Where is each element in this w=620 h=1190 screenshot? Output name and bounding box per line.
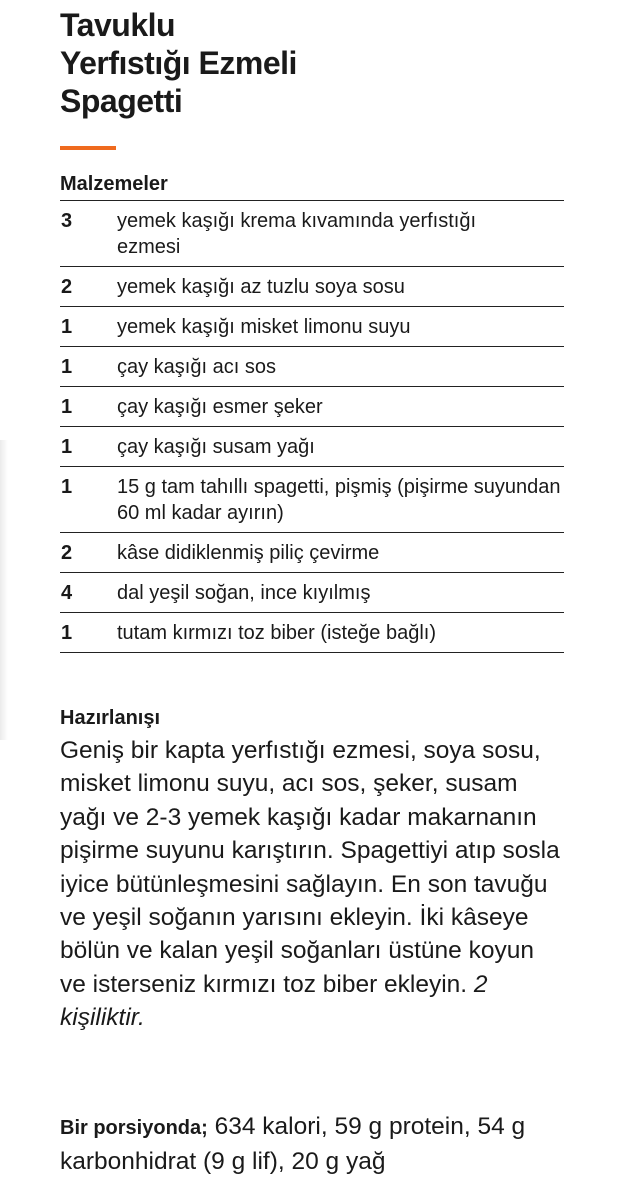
- ingredients-table: [60, 200, 564, 653]
- ingredient-description: 15 g tam tahıllı spagetti, pişmiş (pişirme suyundan 60 ml kadar ayırın): [117, 476, 561, 524]
- ingredient-description: yemek kaşığı az tuzlu soya sosu: [117, 276, 405, 298]
- nutrition-values: 634 kalori, 59 g protein, 54 g karbonhidrat (9 g lif), 20 g yağ: [60, 1113, 526, 1175]
- ingredient-quantity: 2: [61, 276, 73, 298]
- ingredient-description: çay kaşığı esmer şeker: [117, 396, 323, 418]
- ingredient-row: [60, 201, 564, 267]
- ingredient-description: yemek kaşığı misket limonu suyu: [117, 316, 411, 338]
- title-line-2: Yerfıstığı Ezmeli: [60, 45, 297, 81]
- ingredient-quantity: 1: [61, 396, 73, 418]
- title-line-3: Spagetti: [60, 83, 183, 119]
- title-line-1: Tavuklu: [60, 7, 176, 43]
- ingredient-quantity: 1: [61, 436, 73, 458]
- ingredients-heading: Malzemeler: [60, 173, 168, 195]
- nutrition-label: Bir porsiyonda;: [60, 1117, 208, 1139]
- preparation-text: [60, 734, 560, 1035]
- ingredient-description: dal yeşil soğan, ince kıyılmış: [117, 582, 371, 604]
- ingredient-row: [60, 267, 564, 307]
- ingredient-row: [60, 387, 564, 427]
- title-accent-bar: [60, 146, 116, 150]
- ingredient-quantity: 1: [61, 622, 73, 644]
- preparation-body: Geniş bir kapta yerfıstığı ezmesi, soya sosu, misket limonu suyu, acı sos, şeker, susam yağı ve 2-3 yemek kaşığı kadar makarnanın pişirme suyunu karıştırın. Spagettiyi atıp sosla iyice bütünleşmesini sağlayın. En son tavuğu ve yeşil soğanın yarısını ekleyin. İki kâseye bölün ve kalan yeşil soğanları üstüne koyun ve isterseniz kırmızı toz biber ekleyin.: [60, 737, 560, 998]
- recipe-title: [60, 6, 297, 120]
- preparation-heading: Hazırlanışı: [60, 707, 161, 729]
- nutrition-info: [60, 1110, 580, 1179]
- ingredient-quantity: 4: [61, 582, 73, 604]
- ingredient-description: yemek kaşığı krema kıvamında yerfıstığı ezmesi: [117, 210, 477, 258]
- ingredient-description: çay kaşığı susam yağı: [117, 436, 315, 458]
- ingredient-row: [60, 533, 564, 573]
- ingredient-quantity: 1: [61, 476, 73, 498]
- ingredient-row: [60, 613, 564, 653]
- ingredient-description: tutam kırmızı toz biber (isteğe bağlı): [117, 622, 437, 644]
- ingredient-quantity: 1: [61, 356, 73, 378]
- ingredient-row: [60, 307, 564, 347]
- ingredient-quantity: 1: [61, 316, 73, 338]
- servings-note: 2 kişiliktir.: [60, 970, 488, 1032]
- ingredient-row: [60, 347, 564, 387]
- ingredient-row: [60, 427, 564, 467]
- ingredient-quantity: 3: [61, 210, 73, 232]
- ingredient-description: çay kaşığı acı sos: [117, 356, 276, 378]
- ingredient-description: kâse didiklenmiş piliç çevirme: [117, 542, 380, 564]
- ingredient-quantity: 2: [61, 542, 73, 564]
- ingredient-row: [60, 467, 564, 533]
- page-spine-shadow: [0, 440, 8, 740]
- ingredient-row: [60, 573, 564, 613]
